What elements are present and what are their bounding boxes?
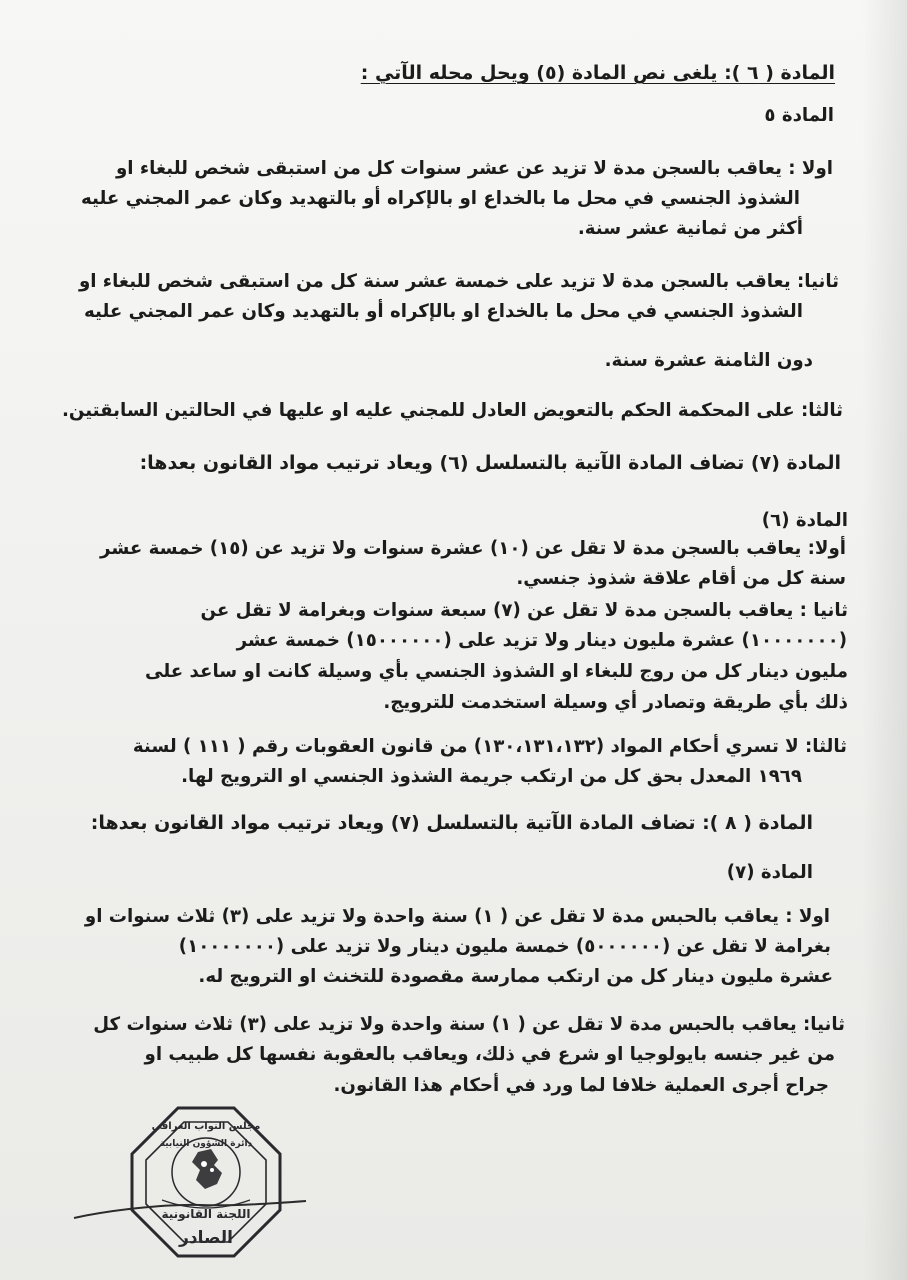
article-6-para-3-line-1: ثالثا: لا تسري أحكام المواد (١٣٠،١٣١،١٣٢) من قانون العقوبات رقم ( ١١١ ) لسنة [132,736,847,757]
article-6-label: المادة (٦) [761,510,848,531]
article-7-label: المادة (٧) [726,862,813,883]
article-7-para-1-line-1: اولا : يعاقب بالحبس مدة لا تقل عن ( ١) سنة واحدة ولا تزيد على (٣) ثلاث سنوات او [84,906,830,927]
article-6-para-2-line-1: ثانيا : يعاقب بالسجن مدة لا تقل عن (٧) سبعة سنوات وبغرامة لا تقل عن [200,600,848,621]
article-5-label: المادة ٥ [764,105,834,126]
article-7-para-2-line-2: من غير جنسه بايولوجيا او شرع في ذلك، ويعاقب بالعقوبة نفسها كل طبيب او [144,1044,835,1065]
article-6-para-1-line-2: سنة كل من أقام علاقة شذوذ جنسي. [516,568,846,589]
article-5-para-3: ثالثا: على المحكمة الحكم بالتعويض العادل للمجني عليه او عليها في الحالتين السابقتين. [61,400,843,421]
article-5-para-1-line-3: أكثر من ثمانية عشر سنة. [577,218,803,239]
article-6-para-2-line-4: ذلك بأي طريقة وتصادر أي وسيلة استخدمت للترويج. [383,692,848,713]
article-8-heading: المادة ( ٨ ): تضاف المادة الآتية بالتسلسل (٧) ويعاد ترتيب مواد القانون بعدها: [90,812,813,834]
stamp-inner-text: اللجنة القانونية [161,1207,251,1221]
article-6-para-3-line-2: ١٩٦٩ المعدل بحق كل من ارتكب جريمة الشذوذ الجنسي او الترويج لها. [181,766,802,787]
article-5-para-1-line-2: الشذوذ الجنسي في محل ما بالخداع او بالإكراه أو بالتهديد وكان عمر المجني عليه [81,188,800,209]
official-stamp [128,1104,284,1260]
signature-stroke [70,1194,310,1234]
article-7-para-2-line-1: ثانيا: يعاقب بالحبس مدة لا تقل عن ( ١) سنة واحدة ولا تزيد على (٣) ثلاث سنوات كل [93,1014,845,1035]
page-shadow [862,0,907,1280]
article-6-heading: المادة ( ٦ ): يلغى نص المادة (٥) ويحل محله الآتي : [360,62,835,84]
stamp-outer-text: مجلس النواب العراقي [151,1121,261,1132]
article-6-para-2-line-2: (١٠٠٠٠٠٠٠) عشرة مليون دينار ولا تزيد على (١٥٠٠٠٠٠٠) خمسة عشر [236,630,847,651]
article-5-para-1-line-1: اولا : يعاقب بالسجن مدة لا تزيد عن عشر سنوات كل من استبقى شخص للبغاء او [116,158,833,179]
article-7-heading: المادة (٧) تضاف المادة الآتية بالتسلسل (٦) ويعاد ترتيب مواد القانون بعدها: [139,452,841,474]
stamp-bottom-text: الصادر [179,1228,233,1248]
stamp-middle-text: دائرة الشؤون النيابية [159,1139,253,1149]
article-5-para-2-line-2: الشذوذ الجنسي في محل ما بالخداع او بالإكراه أو بالتهديد وكان عمر المجني عليه [84,301,803,322]
article-5-para-2-line-1: ثانيا: يعاقب بالسجن مدة لا تزيد على خمسة عشر سنة كل من استبقى شخص للبغاء او [78,271,839,292]
article-6-para-2-line-3: مليون دينار كل من روج للبغاء او الشذوذ الجنسي بأي وسيلة كانت او ساعد على [144,661,848,682]
article-6-para-1-line-1: أولا: يعاقب بالسجن مدة لا تقل عن (١٠) عشرة سنوات ولا تزيد عن (١٥) خمسة عشر [100,538,846,559]
article-7-para-2-line-3: جراح أجرى العملية خلافا لما ورد في أحكام هذا القانون. [333,1075,829,1096]
article-7-para-1-line-3: عشرة مليون دينار كل من ارتكب ممارسة مقصودة للتخنث او الترويج له. [198,966,833,987]
article-5-para-2-line-3: دون الثامنة عشرة سنة. [604,350,813,371]
article-7-para-1-line-2: بغرامة لا تقل عن (٥٠٠٠٠٠٠) خمسة مليون دينار ولا تزيد على (١٠٠٠٠٠٠٠) [178,936,831,957]
iraq-map-icon [192,1149,222,1189]
